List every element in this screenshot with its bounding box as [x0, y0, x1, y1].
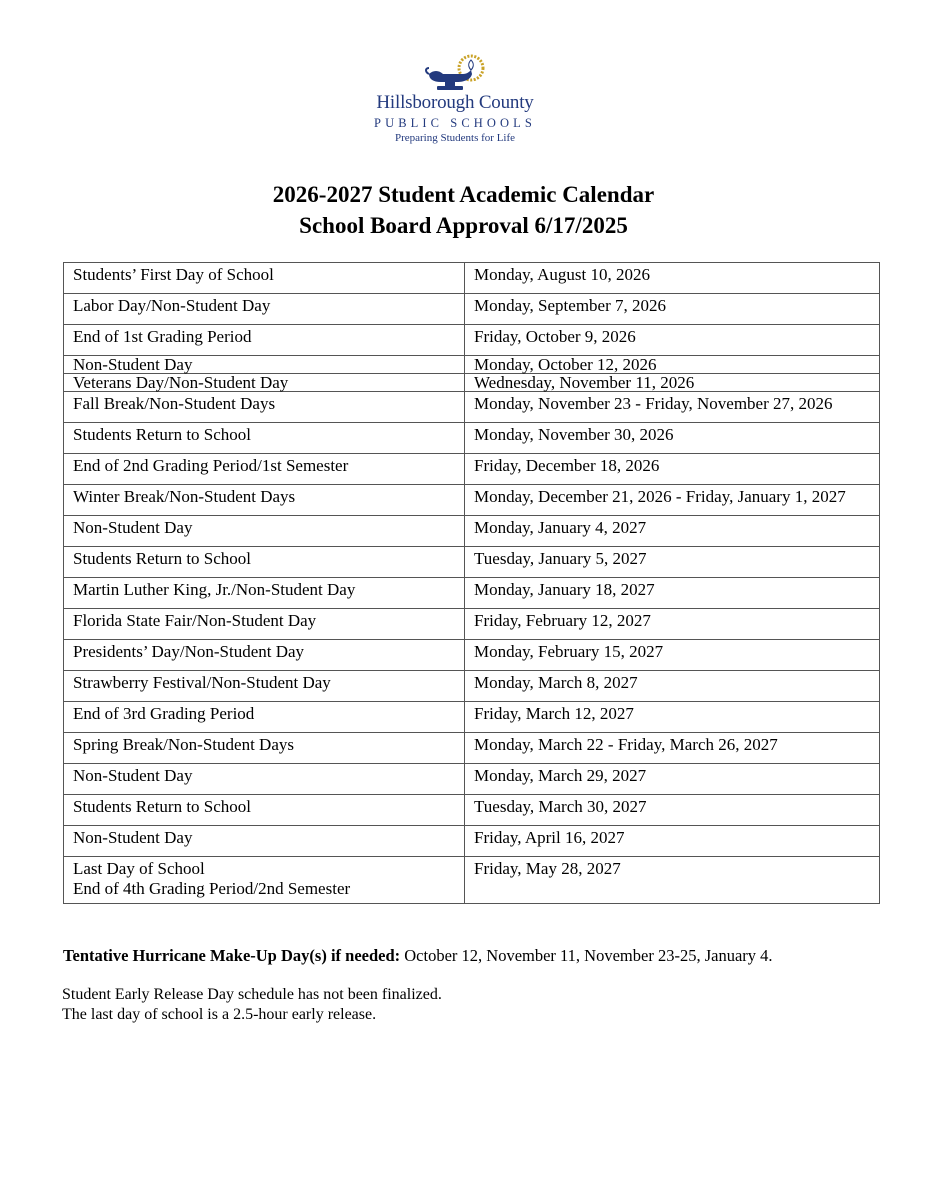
table-row	[64, 374, 880, 392]
event-cell: Florida State Fair/Non-Student Day	[64, 609, 465, 640]
date-cell: Monday, March 22 - Friday, March 26, 2027	[465, 733, 880, 764]
date-cell: Tuesday, March 30, 2027	[465, 795, 880, 826]
table-row	[64, 826, 880, 857]
last-day-note: The last day of school is a 2.5-hour early release.	[62, 1006, 377, 1023]
date-cell: Monday, March 29, 2027	[465, 764, 880, 795]
event-cell: Students Return to School	[64, 795, 465, 826]
date-cell: Monday, December 21, 2026 - Friday, January 1, 2027	[465, 485, 880, 516]
table-row	[64, 795, 880, 826]
date-cell: Monday, January 18, 2027	[465, 578, 880, 609]
hurricane-makeup-note	[63, 946, 773, 966]
event-cell	[64, 857, 465, 904]
event-cell: Fall Break/Non-Student Days	[64, 392, 465, 423]
table-row	[64, 325, 880, 356]
table-row	[64, 764, 880, 795]
date-cell: Wednesday, November 11, 2026	[465, 374, 880, 392]
table-row	[64, 733, 880, 764]
date-cell: Monday, October 12, 2026	[465, 356, 880, 374]
event-cell: End of 1st Grading Period	[64, 325, 465, 356]
event-cell: End of 3rd Grading Period	[64, 702, 465, 733]
table-row	[64, 423, 880, 454]
date-cell: Friday, May 28, 2027	[465, 857, 880, 904]
table-row	[64, 263, 880, 294]
date-cell: Friday, October 9, 2026	[465, 325, 880, 356]
page-title: 2026-2027 Student Academic Calendar	[272, 182, 655, 207]
event-cell: Veterans Day/Non-Student Day	[64, 374, 465, 392]
event-cell: Non-Student Day	[64, 764, 465, 795]
table-row	[64, 702, 880, 733]
table-row	[64, 516, 880, 547]
event-cell: Winter Break/Non-Student Days	[64, 485, 465, 516]
date-cell: Monday, November 30, 2026	[465, 423, 880, 454]
event-cell: Labor Day/Non-Student Day	[64, 294, 465, 325]
date-cell: Friday, February 12, 2027	[465, 609, 880, 640]
hurricane-dates: October 12, November 11, November 23-25, January 4.	[400, 946, 773, 965]
lamp-of-learning-icon	[423, 52, 493, 94]
district-subtitle: PUBLIC SCHOOLS	[374, 116, 536, 130]
calendar-table	[63, 262, 880, 904]
page-subtitle: School Board Approval 6/17/2025	[299, 213, 628, 238]
hurricane-label: Tentative Hurricane Make-Up Day(s) if needed:	[63, 946, 401, 965]
date-cell: Monday, November 23 - Friday, November 27, 2026	[465, 392, 880, 423]
event-line: Last Day of School	[73, 859, 205, 878]
table-row	[64, 392, 880, 423]
event-cell: Non-Student Day	[64, 826, 465, 857]
date-cell: Monday, January 4, 2027	[465, 516, 880, 547]
date-cell: Monday, August 10, 2026	[465, 263, 880, 294]
table-row	[64, 485, 880, 516]
event-cell: Strawberry Festival/Non-Student Day	[64, 671, 465, 702]
table-row	[64, 547, 880, 578]
date-cell: Friday, April 16, 2027	[465, 826, 880, 857]
date-cell: Tuesday, January 5, 2027	[465, 547, 880, 578]
table-row	[64, 294, 880, 325]
event-cell: Non-Student Day	[64, 516, 465, 547]
table-row	[64, 640, 880, 671]
district-tagline: Preparing Students for Life	[394, 132, 516, 144]
table-row	[64, 609, 880, 640]
table-row	[64, 671, 880, 702]
event-cell: Presidents’ Day/Non-Student Day	[64, 640, 465, 671]
date-cell: Friday, March 12, 2027	[465, 702, 880, 733]
event-cell: Students Return to School	[64, 423, 465, 454]
event-cell: Students Return to School	[64, 547, 465, 578]
table-row	[64, 857, 880, 904]
district-logo	[355, 52, 555, 152]
table-row	[64, 356, 880, 374]
event-cell: Non-Student Day	[64, 356, 465, 374]
event-cell: Martin Luther King, Jr./Non-Student Day	[64, 578, 465, 609]
date-cell: Friday, December 18, 2026	[465, 454, 880, 485]
date-cell: Monday, March 8, 2027	[465, 671, 880, 702]
event-cell: Students’ First Day of School	[64, 263, 465, 294]
date-cell: Monday, September 7, 2026	[465, 294, 880, 325]
date-cell: Monday, February 15, 2027	[465, 640, 880, 671]
table-row	[64, 578, 880, 609]
event-line: End of 4th Grading Period/2nd Semester	[73, 879, 351, 898]
table-row	[64, 454, 880, 485]
event-cell: End of 2nd Grading Period/1st Semester	[64, 454, 465, 485]
district-name: Hillsborough County	[376, 92, 534, 113]
event-cell: Spring Break/Non-Student Days	[64, 733, 465, 764]
early-release-note: Student Early Release Day schedule has not been finalized.	[62, 986, 442, 1003]
